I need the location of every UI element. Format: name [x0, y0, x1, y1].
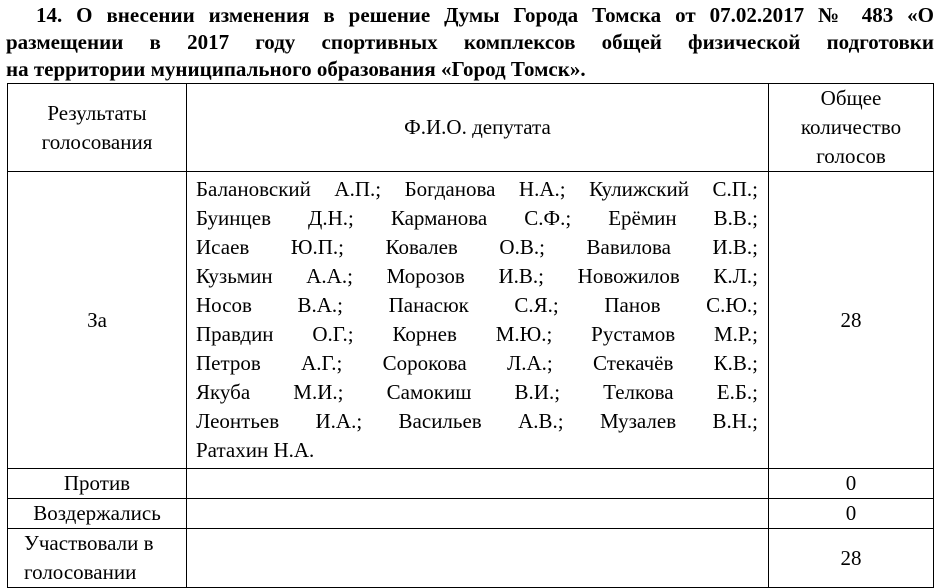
deputies-line: Правдин О.Г.; Корнев М.Ю.; Рустамов М.Р.;	[196, 322, 758, 346]
deputies-line: Носов В.А.; Панасюк С.Я.; Панов С.Ю.;	[196, 293, 758, 317]
deputies-line: Ратахин Н.А.	[196, 438, 315, 462]
vote-count: 0	[769, 499, 934, 529]
deputies-line: Петров А.Г.; Сорокова Л.А.; Стекачёв К.В.;	[196, 351, 758, 375]
result-label: Против	[8, 469, 187, 499]
deputies-line: Буинцев Д.Н.; Карманова С.Ф.; Ерёмин В.В.;	[196, 206, 758, 230]
header-voting-results: Результаты голосования	[8, 84, 187, 172]
header-deputy-name: Ф.И.О. депутата	[187, 84, 769, 172]
table-row	[8, 529, 934, 588]
heading-line: размещении в 2017 году спортивных комплексов общей физической подготовки	[6, 30, 934, 54]
result-label: Участвовали в голосовании	[8, 529, 187, 588]
header-total-votes: Общее количество голосов	[769, 84, 934, 172]
deputies-list	[187, 469, 769, 499]
table-header-row	[8, 84, 934, 172]
deputies-list	[187, 172, 769, 469]
table-row	[8, 499, 934, 529]
table-row	[8, 172, 934, 469]
deputies-list	[187, 529, 769, 588]
deputies-line: Леонтьев И.А.; Васильев А.В.; Музалев В.Н.;	[196, 409, 758, 433]
vote-count: 0	[769, 469, 934, 499]
decision-heading	[6, 2, 934, 83]
voting-results-table	[7, 83, 934, 588]
deputies-line: Исаев Ю.П.; Ковалев О.В.; Вавилова И.В.;	[196, 235, 758, 259]
result-label: За	[8, 172, 187, 469]
heading-line: на территории муниципального образования «Город Томск».	[6, 57, 586, 81]
table-row	[8, 469, 934, 499]
heading-line: 14. О внесении изменения в решение Думы Города Томска от 07.02.2017 № 483 «О	[36, 3, 934, 27]
vote-count: 28	[769, 172, 934, 469]
result-label: Воздержались	[8, 499, 187, 529]
deputies-line: Кузьмин А.А.; Морозов И.В.; Новожилов К.Л.;	[196, 264, 758, 288]
deputies-line: Балановский А.П.; Богданова Н.А.; Кулижский С.П.;	[196, 177, 758, 201]
vote-count: 28	[769, 529, 934, 588]
deputies-list	[187, 499, 769, 529]
deputies-line: Якуба М.И.; Самокиш В.И.; Телкова Е.Б.;	[196, 380, 758, 404]
